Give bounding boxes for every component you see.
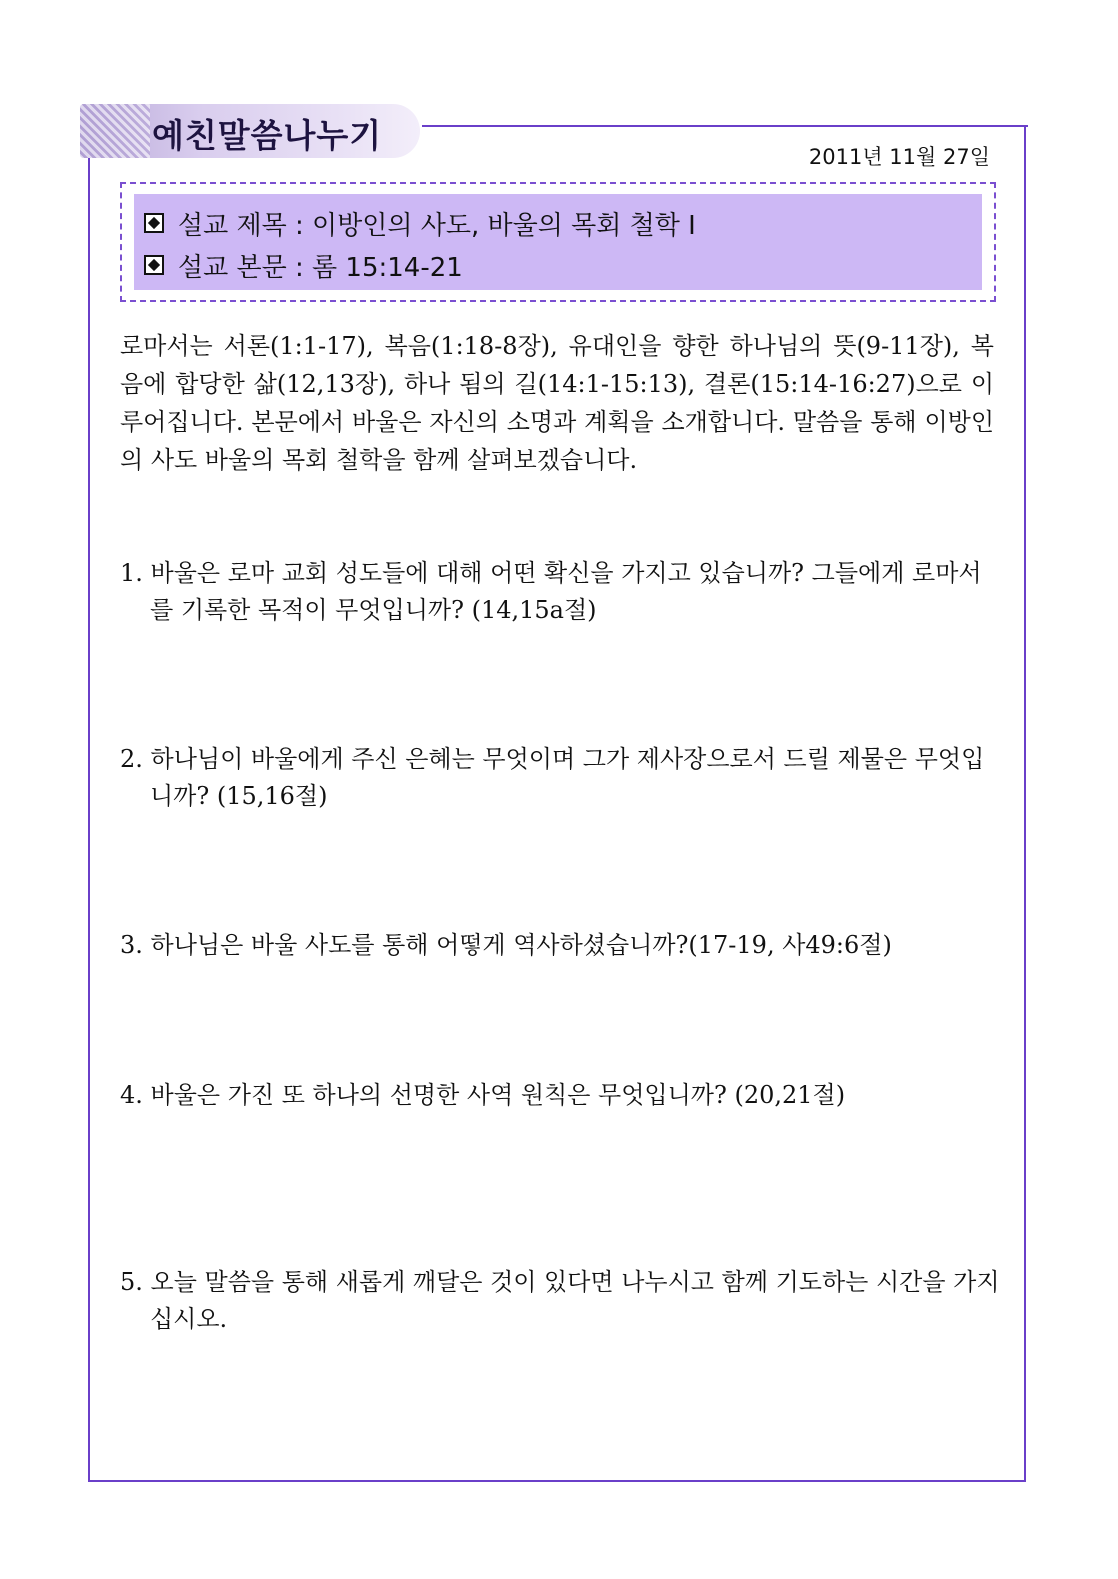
frame-top-rule [422, 125, 1028, 127]
section-header-tab [80, 104, 420, 158]
question-3: 3. 하나님은 바울 사도를 통해 어떻게 역사하셨습니까?(17-19, 사49:6절) [120, 931, 892, 959]
diamond-bullet-icon [144, 213, 164, 233]
date-label: 2011년 11월 27일 [808, 145, 990, 169]
question-4: 4. 바울은 가진 또 하나의 선명한 사역 원칙은 무엇입니까? (20,21절) [120, 1081, 846, 1109]
question-2: 2. 하나님이 바울에게 주신 은혜는 무엇이며 그가 제사장으로서 드릴 제물은 무엇입니까? (15,16절) [120, 745, 985, 810]
sermon-passage-text: 설교 본문 : 롬 15:14-21 [178, 252, 463, 283]
sermon-text-line [144, 244, 972, 286]
sermon-info-box [120, 182, 996, 302]
section-title: 예친말씀나누기 [152, 116, 383, 155]
sermon-title-line [144, 202, 972, 244]
sermon-title-text: 설교 제목 : 이방인의 사도, 바울의 목회 철학 Ⅰ [178, 210, 696, 241]
question-1: 1. 바울은 로마 교회 성도들에 대해 어떤 확신을 가지고 있습니까? 그들에게 로마서를 기록한 목적이 무엇입니까? (14,15a절) [120, 559, 982, 624]
question-5: 5. 오늘 말씀을 통해 새롭게 깨달은 것이 있다면 나누시고 함께 기도하는 시간을 가지십시오. [120, 1268, 1000, 1333]
intro-paragraph: 로마서는 서론(1:1-17), 복음(1:18-8장), 유대인을 향한 하나님의 뜻(9-11장), 복음에 합당한 삶(12,13장), 하나 됨의 길(14:1-15:13), 결론(15:14-16:27)으로 이루어집니다. 본문에서 바울은 자신의 소명과 계획을 소개합니다. 말씀을 통해 이방인의 사도 바울의 목회 철학을 함께 살펴보겠습니다. [120, 332, 994, 474]
diamond-bullet-icon [144, 255, 164, 275]
